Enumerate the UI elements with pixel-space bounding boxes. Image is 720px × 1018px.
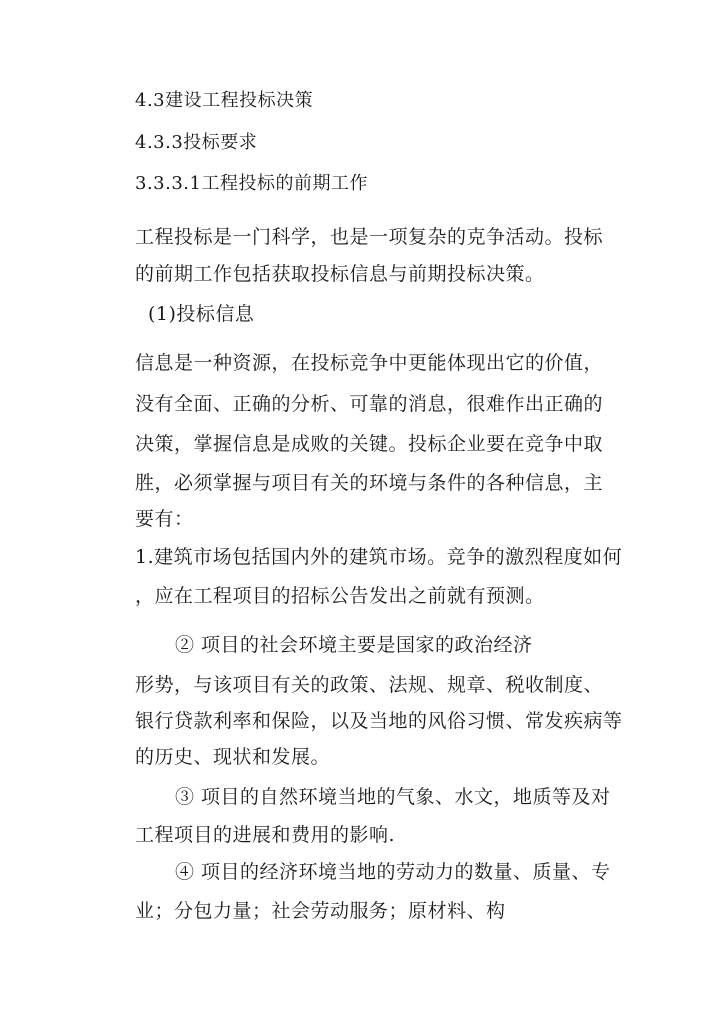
paragraph-line: 决策，掌握信息是成败的关键。投标企业要在竞争中取 (135, 433, 604, 455)
list-item-line: 形势，与该项目有关的政策、法规、规章、税收制度、 (135, 674, 604, 696)
paragraph-line: 要有： (135, 508, 194, 530)
list-item-line: ② 项目的社会环境主要是国家的政治经济 (175, 634, 533, 656)
list-item-line: ，应在工程项目的招标公告发出之前就有预测。 (135, 585, 545, 607)
heading-section-4-3-3: 4.3.3投标要求 (135, 132, 258, 153)
paragraph-line: 胜，必须掌握与项目有关的环境与条件的各种信息，主 (135, 472, 604, 494)
list-item-line: 1.建筑市场包括国内外的建筑市场。竞争的激烈程度如何 (135, 546, 623, 568)
paragraph-line: 的前期工作包括获取投标信息与前期投标决策。 (135, 263, 545, 285)
list-item-line: 业；分包力量；社会劳动服务；原材料、构 (135, 900, 506, 922)
paragraph-line: 工程投标是一门科学，也是一项复杂的克争活动。投标 (135, 226, 604, 248)
list-item-line: ③ 项目的自然环境当地的气象、水文，地质等及对 (175, 786, 611, 808)
list-item-line: 的历史、现状和发展。 (135, 746, 331, 768)
list-item-line: ④ 项目的经济环境当地的劳动力的数量、质量、专 (175, 861, 611, 883)
list-item-line: 工程项目的进展和费用的影响. (135, 824, 396, 846)
list-item-line: 银行贷款利率和保险，以及当地的风俗习惯、常发疾病等 (135, 710, 623, 732)
heading-section-4-3: 4.3建设工程投标决策 (135, 90, 314, 111)
paragraph-line: 没有全面、正确的分析、可靠的消息，很难作出正确的 (135, 393, 604, 415)
subheading-bid-info: (1)投标信息 (148, 303, 255, 325)
paragraph-line: 信息是一种资源，在投标竞争中更能体现出它的价值， (135, 352, 604, 374)
heading-section-3-3-3-1: 3.3.3.1工程投标的前期工作 (135, 173, 368, 194)
